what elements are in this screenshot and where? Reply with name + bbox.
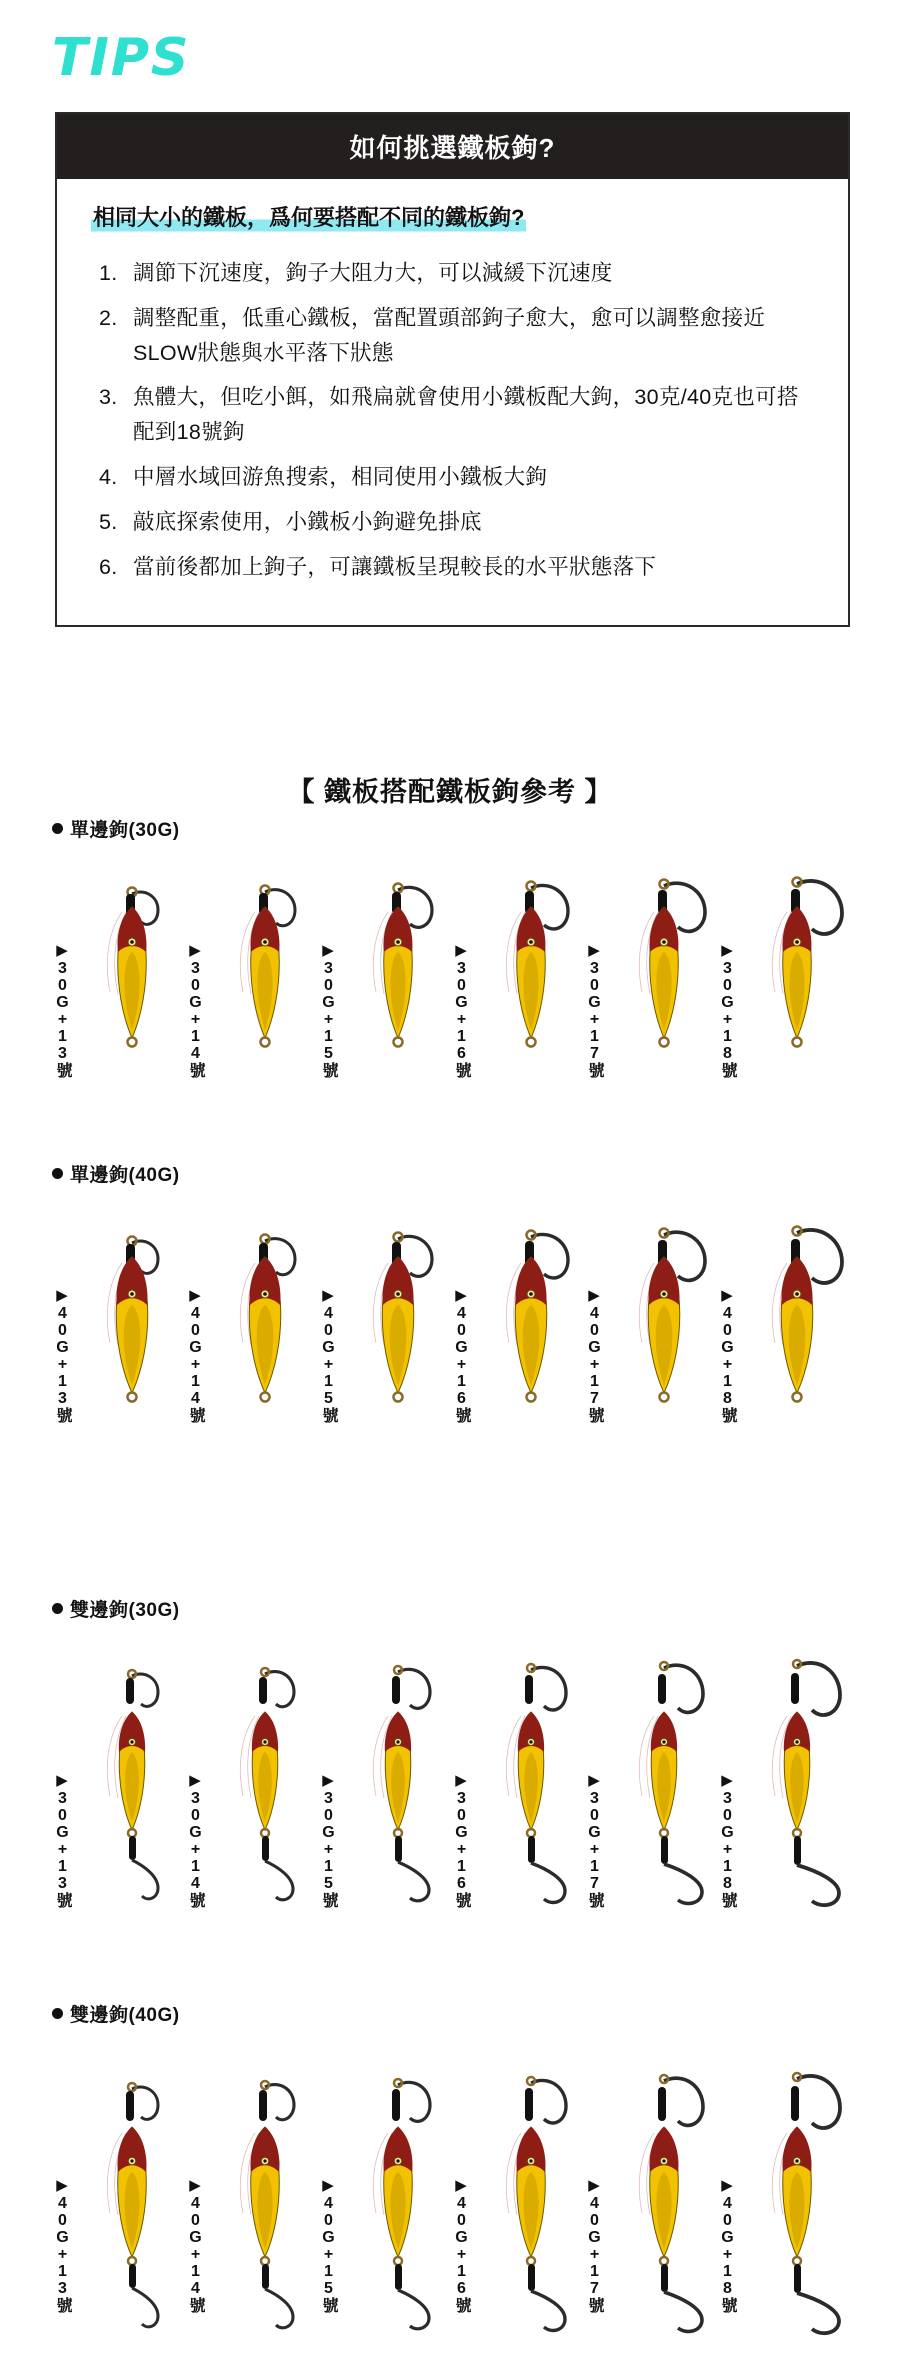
jig-cell	[318, 1197, 451, 1427]
jig-cell	[318, 2037, 451, 2317]
jig-illustration	[487, 852, 582, 1082]
jig-cell-label-text: 40G+15號	[320, 1305, 337, 1423]
tips-list-item: 當前後都加上鉤子，可讓鐵板呈現較長的水平狀態落下	[133, 554, 657, 579]
jig-cell-label-text: 30G+14號	[187, 1790, 204, 1908]
bullet-dot-icon	[52, 1168, 63, 1179]
tips-lead-text: 相同大小的鐵板，爲何要搭配不同的鐵板鉤?	[91, 201, 526, 234]
jig-cell-label-text: 30G+13號	[54, 960, 71, 1078]
jig-cell-label	[54, 848, 70, 1078]
arrow-icon: ▶	[189, 2177, 201, 2194]
arrow-icon: ▶	[455, 942, 467, 959]
jig-cell	[185, 852, 318, 1082]
arrow-icon: ▶	[189, 942, 201, 959]
jig-cell-label	[187, 848, 203, 1078]
arrow-icon: ▶	[56, 1772, 68, 1789]
jig-cell-label	[187, 2033, 203, 2313]
arrow-icon: ▶	[56, 942, 68, 959]
jig-row	[0, 2037, 900, 2317]
jig-cell-label-text: 30G+16號	[453, 1790, 470, 1908]
jig-cell-label-text: 30G+15號	[320, 960, 337, 1078]
jig-cell	[584, 1632, 717, 1912]
arrow-icon: ▶	[721, 1772, 733, 1789]
arrow-icon: ▶	[588, 942, 600, 959]
jig-cell	[52, 2037, 185, 2317]
tips-card-body	[57, 179, 848, 625]
tips-logo: TIPS	[52, 28, 191, 88]
group-label	[52, 815, 900, 842]
jig-cell	[451, 2037, 584, 2317]
jig-cell-label	[719, 1193, 735, 1423]
jig-cell	[451, 1632, 584, 1912]
tips-card-title: 如何挑選鐵板鉤?	[57, 114, 848, 179]
jig-cell-label	[586, 848, 602, 1078]
tips-list-item: 調整配重，低重心鐵板，當配置頭部鉤子愈大，愈可以調整愈接近SLOW狀態與水平落下狀態	[133, 305, 766, 365]
group-label-text: 雙邊鉤(40G)	[70, 2005, 180, 2026]
jig-illustration	[354, 852, 449, 1082]
jig-illustration	[620, 1632, 715, 1912]
jig-cell-label-text: 40G+14號	[187, 2195, 204, 2313]
group-label	[52, 2000, 900, 2027]
jig-cell-label-text: 30G+17號	[586, 960, 603, 1078]
jig-illustration	[753, 1632, 848, 1912]
bullet-dot-icon	[52, 823, 63, 834]
jig-illustration	[354, 1197, 449, 1427]
arrow-icon: ▶	[56, 1287, 68, 1304]
arrow-icon: ▶	[588, 2177, 600, 2194]
jig-cell	[318, 852, 451, 1082]
jig-cell-label-text: 30G+14號	[187, 960, 204, 1078]
group-label	[52, 1595, 900, 1622]
jig-illustration	[487, 2037, 582, 2317]
jig-cell-label	[586, 1193, 602, 1423]
jig-cell-label	[54, 1628, 70, 1908]
jig-illustration	[354, 1632, 449, 1912]
jig-cell-label	[54, 1193, 70, 1423]
jig-row	[0, 1632, 900, 1912]
jig-cell-label	[719, 2033, 735, 2313]
arrow-icon: ▶	[322, 942, 334, 959]
jig-cell-label	[719, 848, 735, 1078]
jig-illustration	[354, 2037, 449, 2317]
jig-cell-label-text: 30G+18號	[719, 1790, 736, 1908]
arrow-icon: ▶	[721, 2177, 733, 2194]
jig-cell	[318, 1632, 451, 1912]
jig-row	[0, 1197, 900, 1427]
jig-illustration	[221, 1632, 316, 1912]
jig-illustration	[221, 1197, 316, 1427]
arrow-icon: ▶	[721, 1287, 733, 1304]
jig-cell	[584, 1197, 717, 1427]
arrow-icon: ▶	[721, 942, 733, 959]
jig-cell-label-text: 40G+17號	[586, 1305, 603, 1423]
group-label-text: 單邊鉤(40G)	[70, 1165, 180, 1186]
jig-cell-label-text: 30G+13號	[54, 1790, 71, 1908]
jig-illustration	[221, 2037, 316, 2317]
jig-cell-label	[719, 1628, 735, 1908]
jig-illustration	[620, 1197, 715, 1427]
jig-cell	[52, 852, 185, 1082]
jig-cell-label-text: 40G+13號	[54, 1305, 71, 1423]
jig-cell-label	[320, 2033, 336, 2313]
jig-illustration	[88, 1197, 183, 1427]
jig-cell-label	[320, 1628, 336, 1908]
jig-cell-label-text: 30G+15號	[320, 1790, 337, 1908]
arrow-icon: ▶	[56, 2177, 68, 2194]
tips-list-item: 魚體大，但吃小餌，如飛扁就會使用小鐵板配大鉤，30克/40克也可搭配到18號鉤	[133, 385, 799, 445]
tips-list-item: 調節下沉速度，鉤子大阻力大，可以減緩下沉速度	[133, 261, 613, 285]
jig-cell-label-text: 40G+18號	[719, 1305, 736, 1423]
group-label-text: 單邊鉤(30G)	[70, 820, 180, 841]
jig-cell-label-text: 40G+15號	[320, 2195, 337, 2313]
jig-cell-label-text: 30G+16號	[453, 960, 470, 1078]
tips-list-item: 中層水域回游魚搜索，相同使用小鐵板大鉤	[133, 465, 548, 490]
jig-cell-label	[453, 1628, 469, 1908]
group-double-40g	[0, 2000, 900, 2317]
arrow-icon: ▶	[189, 1772, 201, 1789]
jig-cell-label-text: 40G+16號	[453, 1305, 470, 1423]
jig-illustration	[620, 2037, 715, 2317]
jig-cell	[451, 1197, 584, 1427]
jig-illustration	[88, 2037, 183, 2317]
bullet-dot-icon	[52, 1603, 63, 1614]
jig-cell-label	[320, 848, 336, 1078]
jig-cell	[185, 1197, 318, 1427]
jig-cell	[584, 852, 717, 1082]
jig-cell	[185, 1632, 318, 1912]
jig-cell-label	[453, 1193, 469, 1423]
group-single-30g	[0, 815, 900, 1082]
jig-cell	[717, 2037, 850, 2317]
tips-list-item: 敲底探索使用，小鐵板小鉤避免掛底	[133, 509, 482, 534]
jig-cell-label	[453, 848, 469, 1078]
jig-illustration	[487, 1632, 582, 1912]
jig-cell	[584, 2037, 717, 2317]
jig-cell	[185, 2037, 318, 2317]
jig-illustration	[88, 852, 183, 1082]
arrow-icon: ▶	[322, 2177, 334, 2194]
jig-cell	[52, 1632, 185, 1912]
jig-illustration	[753, 852, 848, 1082]
jig-illustration	[753, 2037, 848, 2317]
jig-cell-label	[187, 1193, 203, 1423]
arrow-icon: ▶	[588, 1287, 600, 1304]
jig-cell	[717, 852, 850, 1082]
jig-row	[0, 852, 900, 1082]
arrow-icon: ▶	[322, 1772, 334, 1789]
section-title: 【 鐵板搭配鐵板鉤參考 】	[287, 777, 613, 807]
jig-cell-label-text: 40G+17號	[586, 2195, 603, 2313]
jig-illustration	[620, 852, 715, 1082]
jig-illustration	[88, 1632, 183, 1912]
jig-cell-label-text: 40G+13號	[54, 2195, 71, 2313]
group-label-text: 雙邊鉤(30G)	[70, 1600, 180, 1621]
jig-illustration	[753, 1197, 848, 1427]
jig-illustration	[221, 852, 316, 1082]
jig-cell-label	[586, 1628, 602, 1908]
jig-cell-label-text: 40G+18號	[719, 2195, 736, 2313]
arrow-icon: ▶	[455, 1772, 467, 1789]
jig-cell-label	[187, 1628, 203, 1908]
arrow-icon: ▶	[322, 1287, 334, 1304]
bullet-dot-icon	[52, 2008, 63, 2019]
tips-card	[55, 112, 850, 627]
tips-list	[91, 256, 814, 585]
jig-cell-label-text: 30G+18號	[719, 960, 736, 1078]
arrow-icon: ▶	[189, 1287, 201, 1304]
jig-cell-label-text: 40G+14號	[187, 1305, 204, 1423]
jig-cell	[52, 1197, 185, 1427]
group-double-30g	[0, 1595, 900, 1912]
jig-cell	[717, 1632, 850, 1912]
jig-cell	[717, 1197, 850, 1427]
jig-cell-label-text: 40G+16號	[453, 2195, 470, 2313]
jig-cell-label	[320, 1193, 336, 1423]
jig-cell-label	[54, 2033, 70, 2313]
jig-illustration	[487, 1197, 582, 1427]
group-single-40g	[0, 1160, 900, 1427]
jig-cell-label	[586, 2033, 602, 2313]
jig-cell-label	[453, 2033, 469, 2313]
group-label	[52, 1160, 900, 1187]
arrow-icon: ▶	[588, 1772, 600, 1789]
jig-cell	[451, 852, 584, 1082]
arrow-icon: ▶	[455, 2177, 467, 2194]
jig-cell-label-text: 30G+17號	[586, 1790, 603, 1908]
arrow-icon: ▶	[455, 1287, 467, 1304]
